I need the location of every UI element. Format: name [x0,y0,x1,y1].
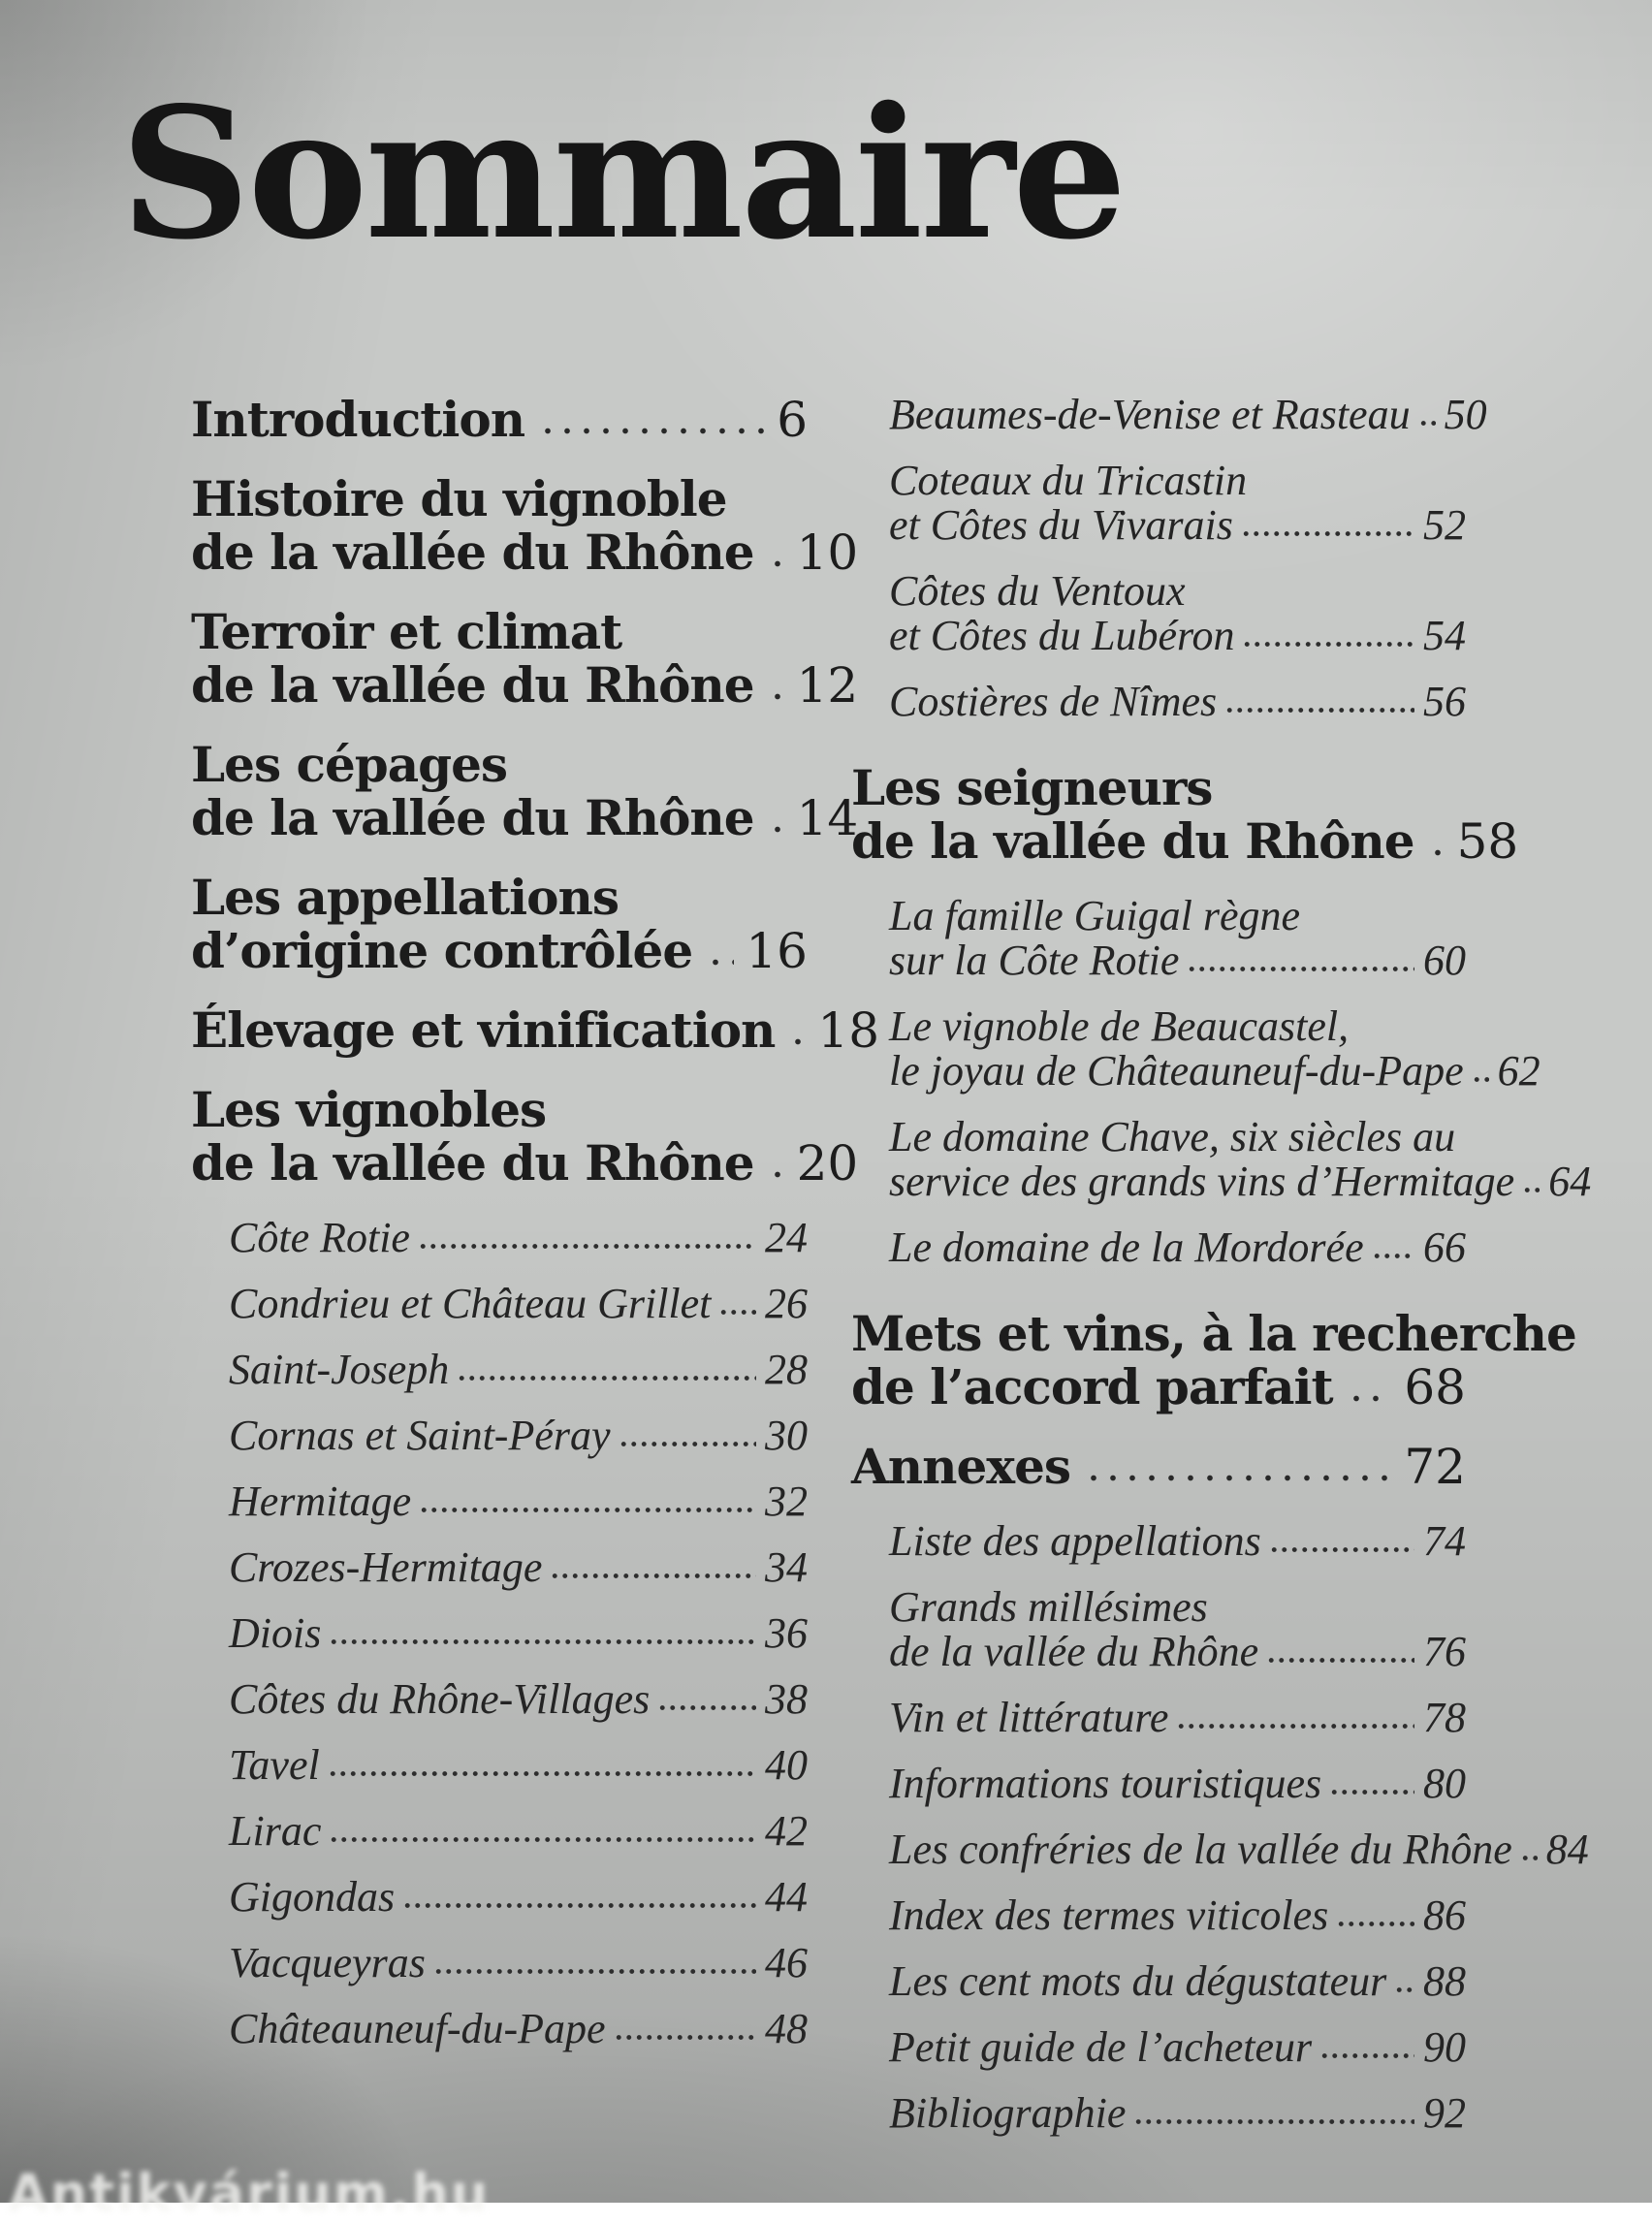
dot-leader [329,1836,756,1845]
dot-leader [1329,1789,1414,1797]
toc-entry-condrieu [191,1282,808,1326]
toc-entry-label: Informations touristiques [889,1760,1322,1807]
toc-entry-label: de l’accord parfait [851,1358,1333,1415]
toc-entry-label: d’origine contrôlée [191,922,693,979]
toc-entry-seigneurs [851,759,1519,870]
toc-entry-crozes [191,1545,808,1590]
toc-page-number: 64 [1548,1158,1592,1205]
toc-entry-guide-acheteur [851,2025,1466,2070]
toc-entry-label: Coteaux du Tricastin [889,457,1248,504]
toc-page-number: 28 [765,1346,808,1393]
dot-leader [418,1243,756,1252]
toc-page-number: 58 [1456,813,1519,870]
toc-page-number: 68 [1404,1359,1466,1415]
dot-leader [768,1171,785,1180]
toc-entry-label: sur la Côte Rotie [889,937,1180,984]
toc-entry-label: Châteauneuf-du-Pape [229,2005,606,2052]
toc-entry-chateauneuf [191,2007,808,2051]
page-title: Sommaire [120,67,1125,279]
toc-page-number: 14 [796,790,859,846]
toc-page-number: 24 [765,1214,808,1261]
toc-page-number: 48 [765,2005,808,2052]
toc-entry-tavel [191,1743,808,1788]
dot-leader [1372,1253,1414,1261]
toc-page-number: 44 [765,1873,808,1921]
toc-page-number: 34 [765,1543,808,1591]
dot-leader [402,1902,756,1911]
toc-entry-index-termes [851,1893,1466,1938]
toc-entry-label: Les confréries de la vallée du Rhône [889,1826,1512,1873]
toc-entry-annexes [851,1440,1466,1494]
dot-leader [328,1770,756,1779]
toc-entry-label: Annexes [851,1438,1071,1495]
toc-entry-label: Les vignobles [191,1081,547,1138]
toc-entry-hermitage [191,1479,808,1524]
toc-left-column [191,391,880,2073]
toc-entry-label: Histoire du vignoble [191,470,727,527]
toc-entry-label: Introduction [191,391,525,448]
toc-entry-ventoux [851,569,1466,658]
toc-page-number: 66 [1423,1223,1466,1271]
toc-entry-label: Hermitage [229,1477,412,1525]
toc-entry-chave [851,1113,1592,1205]
toc-entry-label: Lirac [229,1807,322,1855]
dot-leader [550,1573,756,1581]
dot-leader [706,959,734,968]
dot-leader [1336,1921,1414,1929]
toc-entry-label: Index des termes viticoles [889,1891,1329,1939]
dot-leader [768,560,785,569]
toc-entry-label: de la vallée du Rhône [191,656,754,714]
toc-page-number: 56 [1423,678,1466,725]
dot-leader [1418,420,1436,429]
dot-leader [1187,966,1414,974]
toc-entry-gigondas [191,1875,808,1920]
dot-leader [1394,1986,1414,1995]
toc-entry-label: Condrieu et Château Grillet [229,1280,712,1327]
toc-entry-label: Beaumes-de-Venise et Rasteau [889,391,1411,438]
toc-entry-label: Le vignoble de Beaucastel, [889,1002,1350,1050]
toc-page-number: 38 [765,1675,808,1723]
toc-entry-introduction [191,393,808,447]
toc-page-number: 92 [1423,2089,1466,2137]
toc-entry-cotes-du-rhone-villages [191,1677,808,1722]
toc-entry-cote-rotie [191,1216,808,1260]
dot-leader [1133,2118,1414,2127]
toc-page-number: 20 [796,1135,859,1191]
toc-entry-mets-et-vins [851,1305,1576,1415]
toc-page-number: 78 [1423,1694,1466,1741]
dot-leader [457,1375,756,1383]
toc-page-number: 10 [796,524,859,581]
toc-entry-label: Les cent mots du dégustateur [889,1957,1387,2005]
toc-entry-label: Élevage et vinification [191,1001,776,1059]
dot-leader [1472,1076,1489,1085]
toc-entry-label: de la vallée du Rhône [889,1628,1259,1675]
toc-entry-label: Mets et vins, à la recherche [851,1305,1576,1362]
toc-entry-label: de la vallée du Rhône [191,524,754,581]
dot-leader [1319,2052,1414,2061]
toc-entry-costieres [851,680,1466,724]
toc-page-number: 88 [1423,1957,1466,2005]
toc-page-number: 46 [765,1939,808,1986]
toc-page-number: 74 [1423,1517,1466,1565]
toc-page-number: 52 [1423,501,1466,549]
toc-entry-terroir [191,603,859,714]
toc-entry-cornas [191,1414,808,1458]
toc-entry-label: La famille Guigal règne [889,892,1301,939]
toc-entry-label: Les appellations [191,869,619,926]
toc-entry-label: Costières de Nîmes [889,678,1218,725]
toc-entry-label: et Côtes du Vivarais [889,501,1233,549]
dot-leader [329,1638,756,1647]
toc-entry-confreries [851,1826,1589,1873]
toc-entry-label: Grands millésimes [889,1583,1208,1631]
toc-entry-liste-appellations [851,1519,1466,1564]
toc-page-number: 72 [1404,1439,1466,1495]
toc-page-number: 36 [765,1609,808,1657]
toc-entry-elevage [191,1001,880,1059]
dot-leader [768,693,785,702]
toc-entry-label: Liste des appellations [889,1517,1261,1565]
toc-page-number: 12 [796,657,859,714]
toc-entry-label: Bibliographie [889,2089,1127,2137]
toc-entry-vin-litterature [851,1696,1466,1740]
toc-entry-label: Côte Rotie [229,1214,410,1261]
toc-entry-label: Petit guide de l’acheteur [889,2023,1313,2071]
toc-entry-cepages [191,736,859,846]
toc-entry-label: Gigondas [229,1873,396,1921]
dot-leader [433,1968,756,1977]
toc-entry-label: et Côtes du Lubéron [889,612,1235,659]
toc-page-number: 76 [1423,1628,1466,1675]
dot-leader [1241,530,1414,539]
toc-page-number: 84 [1545,1826,1589,1873]
toc-page-number: 90 [1423,2023,1466,2071]
toc-entry-label: de la vallée du Rhône [191,789,754,846]
toc-entry-beaucastel [851,1002,1541,1095]
toc-page-number: 30 [765,1412,808,1459]
dot-leader [1347,1395,1393,1404]
toc-entry-label: Le domaine de la Mordorée [889,1223,1364,1271]
dot-leader [1224,707,1414,715]
toc-entry-label: Cornas et Saint-Péray [229,1412,611,1459]
toc-entry-label: Côtes du Rhône-Villages [229,1675,651,1723]
toc-entry-label: Diois [229,1609,322,1657]
toc-entry-millesimes [851,1585,1466,1674]
toc-entry-label: le joyau de Châteauneuf-du-Pape [889,1047,1464,1095]
toc-entry-histoire [191,470,859,581]
toc-page-number: 54 [1423,612,1466,659]
toc-page-number: 18 [817,1002,880,1059]
dot-leader [1520,1855,1538,1863]
toc-entry-label: Les cépages [191,736,508,793]
toc-entry-mordoree [851,1225,1466,1270]
toc-entry-label: de la vallée du Rhône [191,1134,754,1191]
dot-leader [619,1441,756,1449]
toc-entry-beaumes [851,391,1487,438]
dot-leader [1428,849,1446,858]
dot-leader [1522,1187,1540,1195]
dot-leader [657,1704,756,1713]
toc-entry-label: de la vallée du Rhône [851,812,1414,870]
toc-page-number: 16 [746,923,808,979]
dot-leader [768,826,785,835]
toc-entry-appellations [191,871,808,978]
toc-page-number: 6 [777,392,808,448]
toc-entry-infos-touristiques [851,1762,1466,1806]
toc-page-number: 32 [765,1477,808,1525]
toc-entry-label: Crozes-Hermitage [229,1543,543,1591]
dot-leader [788,1038,806,1047]
toc-entry-lirac [191,1809,808,1854]
toc-page-number: 60 [1423,937,1466,984]
toc-page-number: 42 [765,1807,808,1855]
dot-leader [1269,1546,1414,1555]
dot-leader [718,1309,756,1318]
dot-leader [1266,1657,1414,1666]
toc-entry-bibliographie [851,2091,1466,2136]
toc-right-column [851,391,1592,2157]
toc-entry-diois [191,1611,808,1656]
toc-entry-label: Le domaine Chave, six siècles au [889,1113,1456,1160]
toc-entry-label: Les seigneurs [851,759,1213,816]
toc-entry-label: Vacqueyras [229,1939,426,1986]
antikvarium-watermark: Antikvárium.hu [8,2163,491,2224]
toc-entry-label: Vin et littérature [889,1694,1169,1741]
dot-leader [1084,1475,1392,1483]
toc-entry-tricastin [851,459,1466,548]
dot-leader [419,1507,756,1515]
toc-entry-label: Côtes du Ventoux [889,567,1186,615]
toc-entry-label: Terroir et climat [191,603,622,660]
toc-entry-saint-joseph [191,1348,808,1392]
dot-leader [614,2034,756,2043]
toc-page-number: 80 [1423,1760,1466,1807]
toc-page-number: 26 [765,1280,808,1327]
dot-leader [1242,641,1414,650]
toc-entry-guigal [851,894,1466,983]
toc-entry-vignobles [191,1081,859,1191]
toc-page-number: 50 [1444,391,1487,438]
toc-entry-label: service des grands vins d’Hermitage [889,1158,1515,1205]
dot-leader [1176,1723,1414,1732]
toc-page-number: 62 [1497,1047,1541,1095]
toc-entry-label: Saint-Joseph [229,1346,450,1393]
toc-page-number: 40 [765,1741,808,1789]
dot-leader [538,428,765,436]
toc-entry-cent-mots [851,1959,1466,2004]
toc-entry-label: Tavel [229,1741,320,1789]
toc-page-number: 86 [1423,1891,1466,1939]
toc-entry-vacqueyras [191,1941,808,1986]
